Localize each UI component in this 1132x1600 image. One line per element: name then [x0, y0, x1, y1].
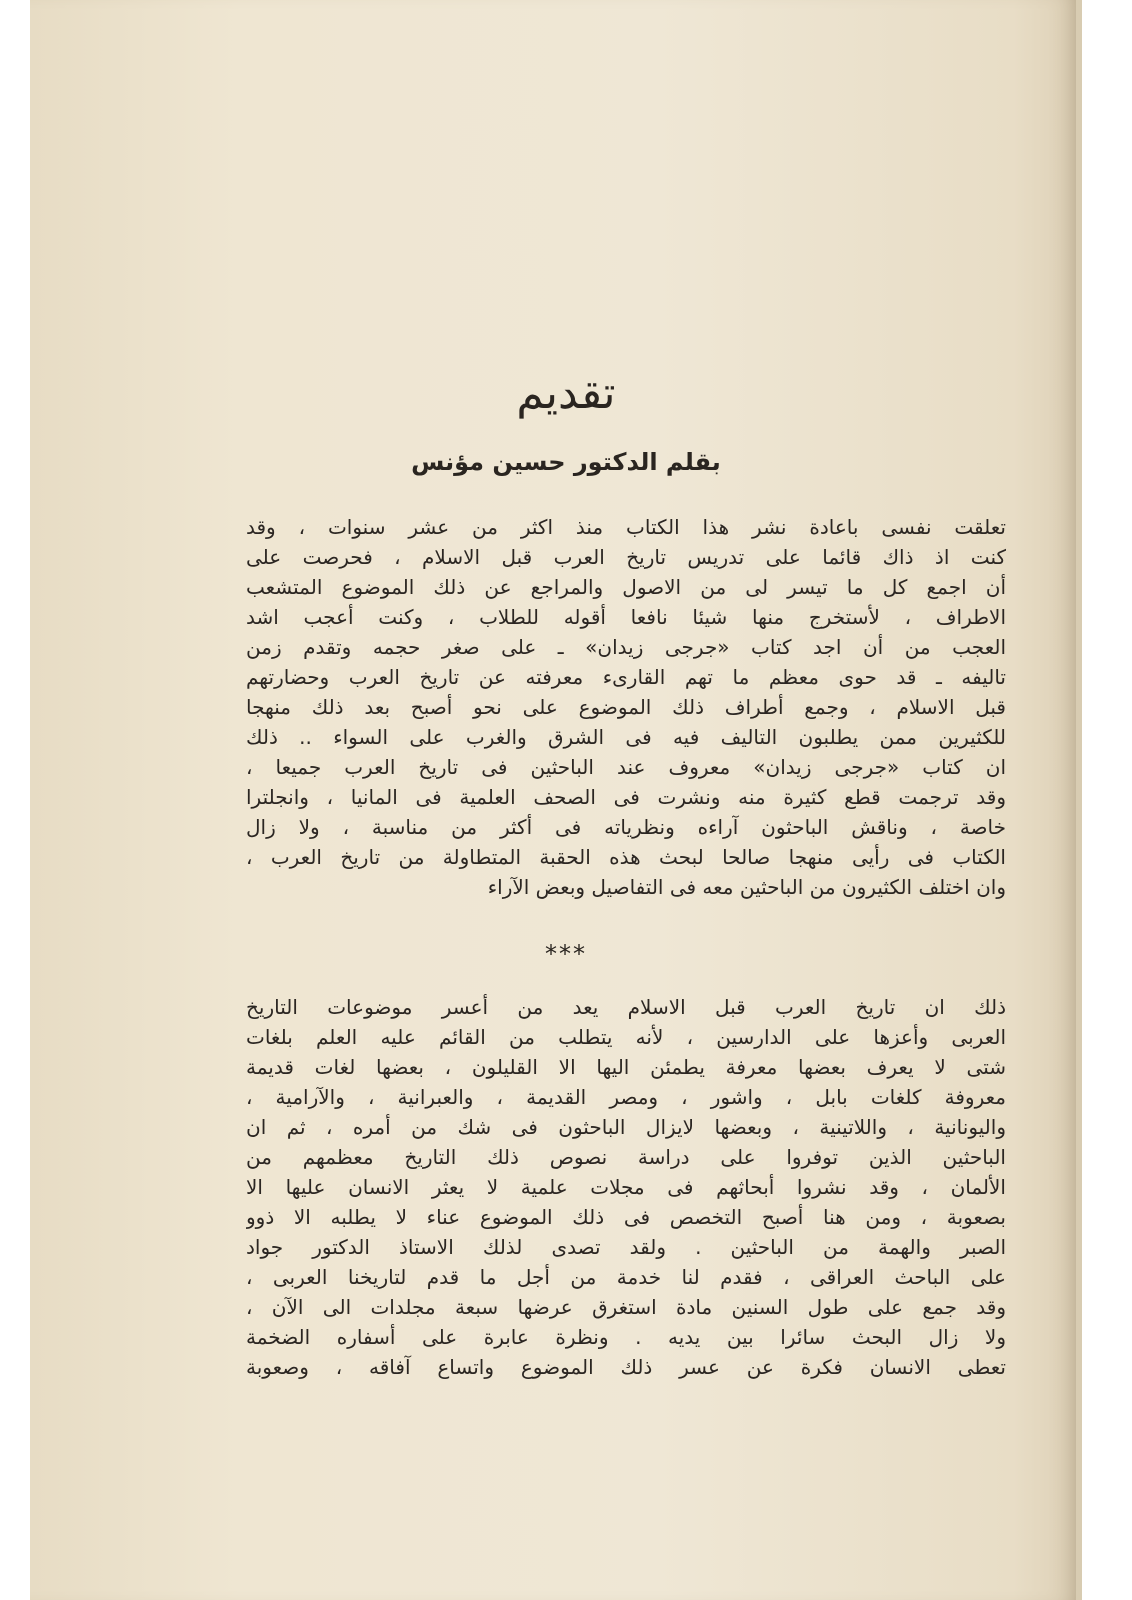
- text-line: أن اجمع كل ما تيسر لى من الاصول والمراجع عن ذلك الموضوع المتشعب: [246, 575, 1006, 599]
- text-line: الصبر والهمة من الباحثين . ولقد تصدى لذلك الاستاذ الدكتور جواد: [246, 1235, 1006, 1259]
- text-line: تعطى الانسان فكرة عن عسر ذلك الموضوع واتساع آفاقه ، وصعوبة: [246, 1355, 1006, 1379]
- text-line: خاصة ، وناقش الباحثون آراءه ونظرياته فى أكثر من مناسبة ، ولا زال: [246, 815, 1006, 839]
- text-line: وقد ترجمت قطع كثيرة منه ونشرت فى الصحف العلمية فى المانيا ، وانجلترا: [246, 785, 1006, 809]
- text-line: الاطراف ، لأستخرج منها شيئا نافعا أقوله للطلاب ، وكنت أعجب اشد: [246, 605, 1006, 629]
- text-line: ولا زال البحث سائرا بين يديه . ونظرة عابرة على أسفاره الضخمة: [246, 1325, 1006, 1349]
- text-line: الكتاب فى رأيى منهجا صالحا لبحث هذه الحقبة المتطاولة من تاريخ العرب ،: [246, 845, 1006, 869]
- text-line: قبل الاسلام ، وجمع أطراف ذلك الموضوع على نحو أصبح بعد ذلك منهجا: [246, 695, 1006, 719]
- text-line: ان كتاب «جرجى زيدان» معروف عند الباحثين فى تاريخ العرب جميعا ،: [246, 755, 1006, 779]
- section-separator: ***: [545, 940, 587, 968]
- page-title: تقديم: [516, 368, 616, 419]
- text-line: العجب من أن اجد كتاب «جرجى زيدان» ـ على صغر حجمه وتقدم زمن: [246, 635, 1006, 659]
- text-line: الألمان ، وقد نشروا أبحاثهم فى مجلات علمية لا يعثر الانسان عليها الا: [246, 1175, 1006, 1199]
- text-line: ذلك ان تاريخ العرب قبل الاسلام يعد من أعسر موضوعات التاريخ: [246, 995, 1006, 1019]
- text-line: على الباحث العراقى ، فقدم لنا خدمة من أجل ما قدم لتاريخنا العربى ،: [246, 1265, 1006, 1289]
- paragraph-1: [246, 512, 1006, 902]
- text-line: وقد جمع على طول السنين مادة استغرق عرضها سبعة مجلدات الى الآن ،: [246, 1295, 1006, 1319]
- text-line: وان اختلف الكثيرون من الباحثين معه فى التفاصيل وبعض الآراء: [487, 875, 1006, 899]
- text-line: تاليفه ـ قد حوى معظم ما تهم القارىء معرفته عن تاريخ العرب وحضارتهم: [246, 665, 1006, 689]
- author-byline: بقلم الدكتور حسين مؤنس: [411, 448, 721, 476]
- text-line: للكثيرين ممن يطلبون التاليف فيه فى الشرق والغرب على السواء .. ذلك: [246, 725, 1006, 749]
- text-line: واليونانية ، واللاتينية ، وبعضها لايزال الباحثون فى شك من أمره ، ثم ان: [246, 1115, 1006, 1139]
- paragraph-2: [246, 992, 1006, 1382]
- text-line: معروفة كلغات بابل ، واشور ، ومصر القديمة ، والعبرانية ، والآرامية ،: [246, 1085, 1006, 1109]
- text-line: تعلقت نفسى باعادة نشر هذا الكتاب منذ اكثر من عشر سنوات ، وقد: [246, 515, 1006, 539]
- text-line: شتى لا يعرف بعضها معرفة يطمئن اليها الا القليلون ، بعضها لغات قديمة: [246, 1055, 1006, 1079]
- text-line: بصعوبة ، ومن هنا أصبح التخصص فى ذلك الموضوع عناء لا يطلبه الا ذوو: [246, 1205, 1006, 1229]
- text-line: الباحثين الذين توفروا على دراسة نصوص ذلك التاريخ معظمهم من: [246, 1145, 1006, 1169]
- text-line: كنت اذ ذاك قائما على تدريس تاريخ العرب قبل الاسلام ، فحرصت على: [246, 545, 1006, 569]
- page-edge: [1076, 0, 1082, 1600]
- text-line: العربى وأعزها على الدارسين ، لأنه يتطلب من القائم عليه العلم بلغات: [246, 1025, 1006, 1049]
